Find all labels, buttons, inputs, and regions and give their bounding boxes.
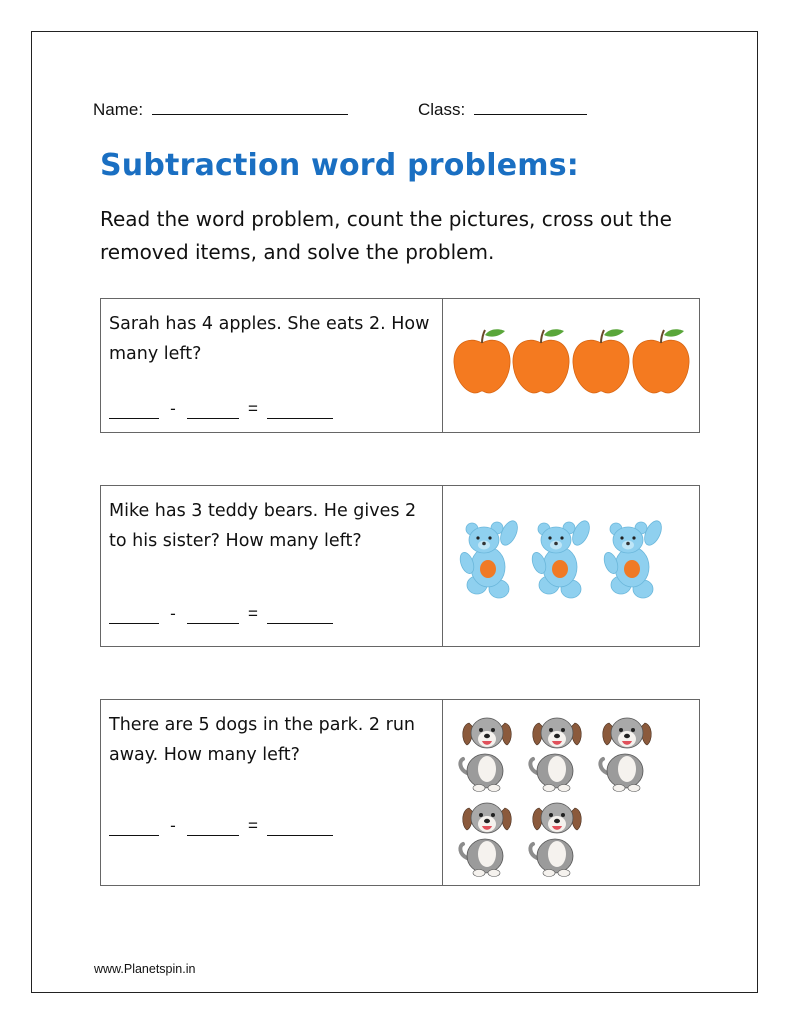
minus-sign: -	[170, 399, 176, 418]
class-blank-line[interactable]	[474, 96, 587, 115]
minus-sign: -	[170, 816, 176, 835]
apple-icon	[513, 329, 569, 393]
teddy-bear-icon	[458, 518, 521, 598]
dog-icon	[600, 718, 651, 792]
answer-blank-minuend[interactable]	[109, 607, 159, 624]
equals-sign: =	[248, 604, 258, 623]
name-field	[93, 96, 348, 120]
equals-sign: =	[248, 816, 258, 835]
answer-blank-subtrahend[interactable]	[187, 402, 239, 419]
minus-sign: -	[170, 604, 176, 623]
problem-text-cell	[101, 486, 443, 646]
equals-sign: =	[248, 399, 258, 418]
name-label: Name:	[93, 100, 144, 119]
problem-question: Mike has 3 teddy bears. He gives 2 to his sister? How many left?	[109, 501, 417, 551]
problem-card-dogs	[100, 699, 700, 886]
answer-blank-subtrahend[interactable]	[187, 607, 239, 624]
equation-row	[109, 816, 333, 836]
class-label: Class:	[418, 100, 466, 119]
problem-card-teddy-bears	[100, 485, 700, 647]
dog-icon	[530, 718, 581, 792]
problem-text-cell	[101, 700, 443, 885]
dog-icon	[460, 803, 511, 877]
equation-row	[109, 399, 333, 419]
dog-icon	[530, 803, 581, 877]
apple-icon	[633, 329, 689, 393]
picture-cell	[443, 700, 699, 885]
teddy-bear-icon	[530, 518, 593, 598]
name-blank-line[interactable]	[152, 96, 348, 115]
apple-icon	[573, 329, 629, 393]
answer-blank-difference[interactable]	[267, 402, 333, 419]
teddy-bears-picture	[443, 486, 699, 646]
problem-text-cell	[101, 299, 443, 432]
apple-icon	[454, 329, 510, 393]
answer-blank-subtrahend[interactable]	[187, 819, 239, 836]
apples-picture	[443, 299, 699, 432]
answer-blank-difference[interactable]	[267, 819, 333, 836]
website-footer: www.Planetspin.in	[94, 962, 196, 976]
answer-blank-minuend[interactable]	[109, 819, 159, 836]
problem-question: There are 5 dogs in the park. 2 run away. How many left?	[109, 715, 416, 765]
worksheet-title: Subtraction word problems:	[100, 148, 579, 183]
class-field	[418, 96, 587, 120]
problem-question: Sarah has 4 apples. She eats 2. How many left?	[109, 314, 430, 364]
dogs-picture	[443, 700, 699, 885]
picture-cell	[443, 299, 699, 432]
dog-icon	[460, 718, 511, 792]
equation-row	[109, 604, 333, 624]
instructions-text: Read the word problem, count the pictures, cross out the removed items, and solve the problem.	[100, 207, 672, 264]
answer-blank-minuend[interactable]	[109, 402, 159, 419]
picture-cell	[443, 486, 699, 646]
answer-blank-difference[interactable]	[267, 607, 333, 624]
problem-card-apples	[100, 298, 700, 433]
teddy-bear-icon	[602, 518, 665, 598]
